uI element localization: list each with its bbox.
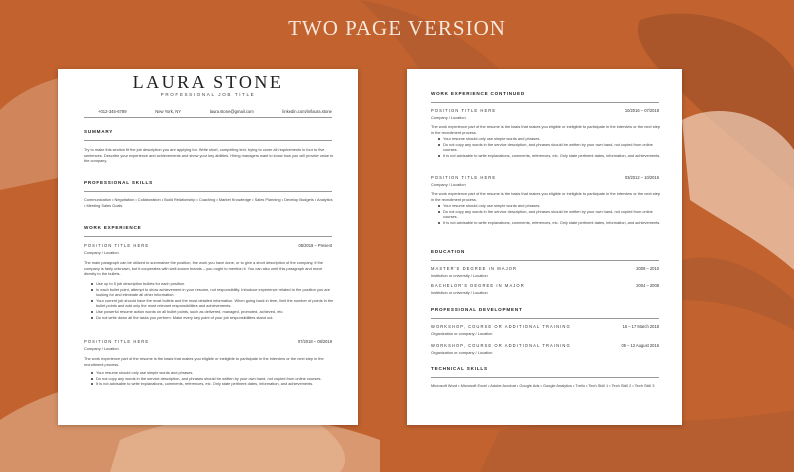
education-heading: EDUCATION [431, 249, 466, 254]
development-2-org: Organization or company / Location [431, 350, 493, 355]
education-2-degree: BACHELOR'S DEGREE IN MAJOR [431, 283, 525, 288]
list-item: Your resume should only use simple words and phrases. [431, 136, 661, 142]
development-1-org: Organization or company / Location [431, 331, 493, 336]
job-1-header [84, 243, 332, 248]
technical-divider [431, 377, 659, 378]
development-heading: PROFESSIONAL DEVELOPMENT [431, 307, 523, 312]
education-1-dates: 2008 – 2010 [636, 266, 659, 271]
job-4-title: POSITION TITLE HERE [431, 175, 497, 180]
education-2-dates: 2004 – 2008 [636, 283, 659, 288]
education-2-institution: Institution or university / Location [431, 290, 488, 295]
skills-text: Communication • Negotiation • Collaboration • Build Relationship • Coaching • Market Knowledge • Sales Planning • Develop Budgets • Analytics • Meeting Sales Goals [84, 197, 333, 208]
job-2-company: Company / Location [84, 346, 119, 351]
job-4-bullets [431, 203, 661, 225]
experience-continued-divider [431, 102, 659, 103]
job-1-bullets [84, 281, 334, 320]
job-4-header [431, 175, 659, 180]
education-1-institution: Institution or university / Location [431, 273, 488, 278]
development-1-dates: 15 – 17 March 2018 [622, 324, 659, 329]
job-2-intro: The work experience part of the resume is the basis that makes you eligible or ineligible to participate in the interview or the next step in the recruitment process. [84, 356, 324, 367]
resume-page-2 [407, 69, 682, 425]
development-2-title: WORKSHOP, COURSE OR ADDITIONAL TRAINING [431, 343, 571, 348]
education-1-header [431, 266, 659, 271]
list-item: It is not advisable to write explanations, comments, references, etc. Only state pertinent dates, information, and achievements. [431, 220, 661, 226]
contact-phone: +012-345-6789 [98, 109, 127, 114]
summary-divider [84, 140, 332, 141]
list-item: Use up to 5 job description bullets for each position. [84, 281, 334, 287]
list-item: In each bullet point, attempt to show achievement in your resume, not responsibility. Introduce experience related to the position you are looking for and eliminate all other information. [84, 287, 334, 298]
list-item: Do not write down all the tasks you perform. Make every key point of your job responsibilities stand out. [84, 315, 334, 321]
list-item: It is not advisable to write explanations, comments, references, etc. Only state pertinent dates, information, and achievements. [84, 381, 334, 387]
summary-text: Try to make this section fit the job description you are applying for. Write short, compelling text, trying to cover all requirements in four to five sentences. Describe your experience and achievements and show your key abilities. Hiring managers want to know how you will provide value to the company. [84, 147, 334, 164]
experience-continued-heading: WORK EXPERIENCE CONTINUED [431, 91, 526, 96]
job-3-bullets [431, 136, 661, 158]
list-item: Do not copy any words in the service description, and phrases should be written by your own hand, not copied from online courses. [84, 376, 334, 382]
header-divider [84, 117, 332, 118]
job-1-company: Company / Location [84, 250, 119, 255]
job-1-dates: 08/2019 – Present [298, 243, 332, 248]
development-1-title: WORKSHOP, COURSE OR ADDITIONAL TRAINING [431, 324, 571, 329]
experience-divider [84, 236, 332, 237]
contact-location: New York, NY [155, 109, 182, 114]
contact-linkedin: linkedin.com/in/laura.stone [282, 109, 332, 114]
job-3-intro: The work experience part of the resume is the basis that makes you eligible or ineligible to participate in the interview or the next step in the recruitment process. [431, 124, 661, 135]
list-item: Your resume should only use simple words and phrases. [431, 203, 661, 209]
education-2-header [431, 283, 659, 288]
contact-email: laura.stone@gmail.com [209, 109, 254, 114]
summary-heading: SUMMARY [84, 129, 114, 134]
job-2-title: POSITION TITLE HERE [84, 339, 150, 344]
education-1-degree: MASTER'S DEGREE IN MAJOR [431, 266, 518, 271]
experience-heading: WORK EXPERIENCE [84, 225, 142, 230]
list-item: Your resume should only use simple words and phrases. [84, 370, 334, 376]
job-2-dates: 07/2018 – 08/2019 [297, 339, 332, 344]
development-divider [431, 318, 659, 319]
job-2-bullets [84, 370, 334, 387]
job-4-intro: The work experience part of the resume is the basis that makes you eligible or ineligible to participate in the interview or the next step in the recruitment process. [431, 191, 661, 202]
job-3-header [431, 108, 659, 113]
resume-name: LAURA STONE [132, 72, 284, 92]
list-item: Use powerful resume action words on all bullet points, such as delivered, managed, promoted, achieved, etc. [84, 309, 334, 315]
job-1-title: POSITION TITLE HERE [84, 243, 150, 248]
list-item: It is not advisable to write explanations, comments, references, etc. Only state pertinent dates, information, and achievements. [431, 153, 661, 159]
job-4-company: Company / Location [431, 182, 466, 187]
resume-page-1 [58, 69, 358, 425]
list-item: Do not copy any words in the service description, and phrases should be written by your own hand, not copied from online courses. [431, 209, 661, 220]
banner-title: TWO PAGE VERSION [288, 16, 506, 40]
development-1-header [431, 324, 659, 329]
technical-heading: TECHNICAL SKILLS [431, 366, 488, 371]
resume-job-title: PROFESSIONAL JOB TITLE [160, 92, 256, 97]
contact-row [98, 109, 332, 114]
job-3-dates: 10/2016 – 07/2018 [624, 108, 659, 113]
list-item: Your current job should have the most bullets and the most detailed information. When going back in time, limit the number of points in the bullet points and add only the most relevant responsibilities and achievements. [84, 298, 334, 309]
skills-heading: PROFESSIONAL SKILLS [84, 180, 153, 185]
job-3-company: Company / Location [431, 115, 466, 120]
development-2-dates: 05 – 12 August 2016 [621, 343, 659, 348]
skills-divider [84, 191, 332, 192]
list-item: Do not copy any words in the service description, and phrases should be written by your own hand, not copied from online courses. [431, 142, 661, 153]
job-1-intro: The main paragraph can be utilized to summarize the position, the work you have done, or to give a short description of the company, if the company is fairly unknown, but it cooperates with well-known brands – you ought to mention it. You can also omit this paragraph and move directly to the bullets. [84, 260, 323, 277]
job-2-header [84, 339, 332, 344]
education-divider [431, 260, 659, 261]
job-3-title: POSITION TITLE HERE [431, 108, 497, 113]
technical-skills-text: Microsoft Word • Microsoft Excel • Adobe Acrobat • Google Ads • Google Analytics • Trello • Tech Skill 1 • Tech Skill 2 • Tech Skill 3 [431, 383, 655, 388]
development-2-header [431, 343, 659, 348]
job-4-dates: 03/2012 – 10/2016 [624, 175, 659, 180]
